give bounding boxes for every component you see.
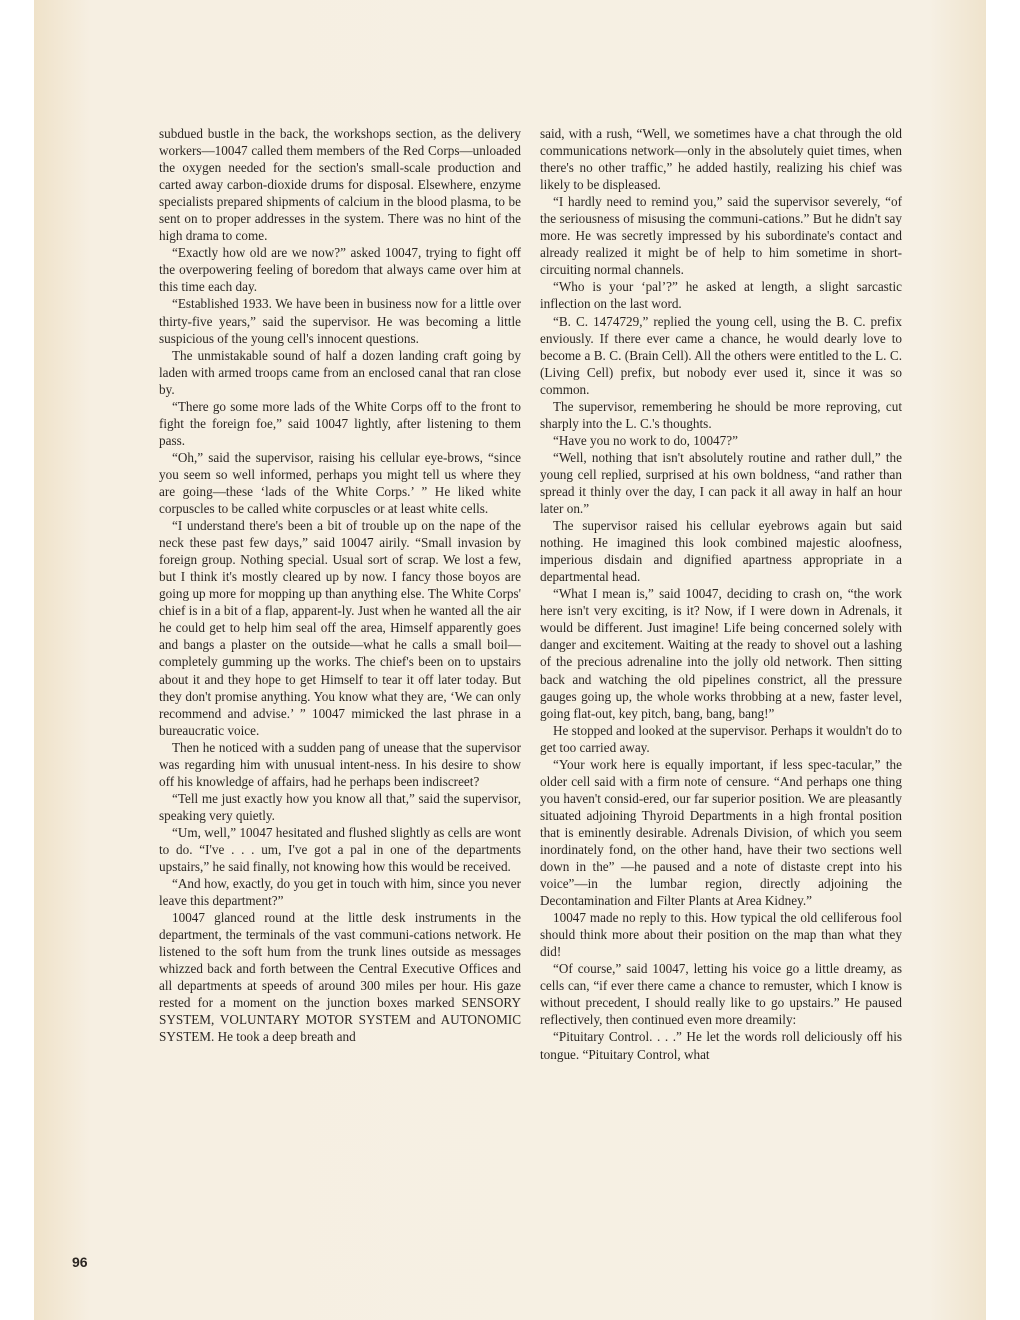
magazine-page — [34, 0, 986, 1320]
paragraph: “Pituitary Control. . . .” He let the words roll deliciously off his tongue. “Pituitary Control, what — [540, 1029, 902, 1062]
page-number: 96 — [72, 1254, 88, 1270]
paragraph: “Have you no work to do, 10047?” — [553, 432, 738, 448]
paragraph: “Tell me just exactly how you know all that,” said the supervisor, speaking very quietly. — [159, 790, 521, 823]
paragraph: “What I mean is,” said 10047, deciding to crash on, “the work here isn't very exciting, is it? Now, if I were down in Adrenals, it would be different. Just imagine! Life being concerned solely with danger and excitement. Waiting at the ready to shovel out a lashing of the precious adrenaline into the jolly old network. Then sitting back and watching the old pipelines constrict, all the pressure gauges going up, the whole works throbbing at a new, faster level, going flat-out, key pitch, bang, bang, bang!” — [540, 586, 902, 721]
paragraph: “Exactly how old are we now?” asked 10047, trying to fight off the overpowering feeling of boredom that always came over him at this time each day. — [159, 245, 521, 295]
paragraph: “B. C. 1474729,” replied the young cell, using the B. C. prefix enviously. If there ever came a chance, he would dearly love to become a B. C. (Brain Cell). All the others were entitled to the L. C. (Living Cell) prefix, but nobody ever used it, since it was so common. — [540, 313, 902, 397]
right-text-column — [540, 125, 902, 1063]
paragraph: He stopped and looked at the supervisor. Perhaps it wouldn't do to get too carried away. — [540, 722, 902, 755]
paragraph: “Who is your ‘pal’?” he asked at length, a slight sarcastic inflection on the last word. — [540, 279, 902, 312]
paragraph: “Established 1933. We have been in business now for a little over thirty-five years,” said the supervisor. He was becoming a little suspicious of the young cell's innocent questions. — [159, 296, 521, 346]
paragraph: “Oh,” said the supervisor, raising his cellular eye-brows, “since you seem so well informed, perhaps you might tell us where they are going—these ‘lads of the White Corps.’ ” He liked white corpuscles to be called white corpuscles or at least white cells. — [159, 449, 521, 517]
paragraph: “Of course,” said 10047, letting his voice go a little dreamy, as cells can, “if ever there came a chance to remuster, which I know is without precedent, I should really like to go upstairs.” He paused reflectively, then continued even more dreamily: — [540, 961, 902, 1028]
paragraph: The unmistakable sound of half a dozen landing craft going by laden with armed troops came from an enclosed canal that ran close by. — [159, 347, 521, 397]
paragraph: The supervisor raised his cellular eyebrows again but said nothing. He imagined this look combined majestic aloofness, imperious disdain and dignified apartness appropriate in a departmental head. — [540, 518, 902, 585]
paragraph: “Your work here is equally important, if less spec-tacular,” the older cell said with a firm note of censure. “And perhaps one thing you haven't consid-ered, our far superior position. We are pleasantly situated adjoining Thyroid Departments in a high frontal position that is eminently desirable. Adrenals Division, of which you seem inordinately fond, on the other hand, have their two sections well down in the” —he paused and a note of distaste crept into his voice”—in the lumbar region, directly adjoining the Decontamination and Filter Plants at Area Kidney.” — [540, 756, 902, 909]
paragraph: The supervisor, remembering he should be more reproving, cut sharply into the L. C.'s thoughts. — [540, 398, 902, 431]
paragraph: “I hardly need to remind you,” said the supervisor severely, “of the seriousness of misusing the communi-cations.” But he didn't say more. He was secretly impressed by his subordinate's contact and already realized it might be of help to him sometime in short-circuiting normal channels. — [540, 194, 902, 278]
paragraph: Then he noticed with a sudden pang of unease that the supervisor was regarding him with unusual intent-ness. In his desire to show off his knowledge of affairs, had he perhaps been indiscreet? — [159, 739, 521, 789]
paragraph: said, with a rush, “Well, we sometimes have a chat through the old communications network—only in the absolutely quiet times, when there's no other traffic,” he added hastily, realizing his chief was likely to be displeased. — [540, 126, 902, 193]
left-text-column — [159, 125, 521, 1046]
paragraph: “Um, well,” 10047 hesitated and flushed slightly as cells are wont to do. “I've . . . um, I've got a pal in one of the departments upstairs,” he said finally, not knowing how this would be received. — [159, 824, 521, 875]
paragraph: 10047 glanced round at the little desk instruments in the department, the terminals of the vast communi-cations network. He listened to the soft hum from the trunk lines outside as messages whizzed back and forth between the Central Executive Offices and all departments at speeds of around 300 miles per hour. His gaze rested for a moment on the junction boxes marked SENSORY SYSTEM, VOLUNTARY MOTOR SYSTEM and AUTONOMIC SYSTEM. He took a deep breath and — [159, 910, 521, 1045]
paragraph: “I understand there's been a bit of trouble up on the nape of the neck these past few days,” said 10047 airily. “Small invasion by foreign group. Nothing special. Usual sort of scrap. We lost a few, but I think it's mostly cleared up by now. I fancy those boyos are going up more for mopping up than anything else. The White Corps' chief is in a bit of a flap, apparent-ly. Just when he wanted all the air he could get to help him seal off the area, Himself apparently goes and bangs a plaster on the outside—what he calls a small boil—completely gumming up the works. The chief's been on to upstairs about it and they hope to get Himself to tear it off later today. But they don't promise anything. You know what they are, ‘We can only recommend and advise.’ ” 10047 mimicked the last phrase in a bureaucratic voice. — [159, 518, 521, 738]
paragraph: “There go some more lads of the White Corps off to the front to fight the foreign foe,” said 10047 lightly, after listening to them pass. — [159, 398, 521, 448]
paragraph: “Well, nothing that isn't absolutely routine and rather dull,” the young cell replied, surprised at his own boldness, “and rather than spread it thinly over the day, I can pack it all away in half an hour later on.” — [540, 449, 902, 517]
paragraph: subdued bustle in the back, the workshops section, as the delivery workers—10047 called them members of the Red Corps—unloaded the oxygen needed for the section's small-scale production and carted away carbon-dioxide drums for disposal. Elsewhere, enzyme specialists prepared shipments of calcium in the blood plasma, to be sent on to proper addresses in the system. There was no hint of the high drama to come. — [159, 126, 521, 244]
paragraph: 10047 made no reply to this. How typical the old celliferous fool should think more about their position on the map than what they did! — [540, 910, 902, 960]
paragraph: “And how, exactly, do you get in touch with him, since you never leave this department?” — [159, 876, 521, 909]
